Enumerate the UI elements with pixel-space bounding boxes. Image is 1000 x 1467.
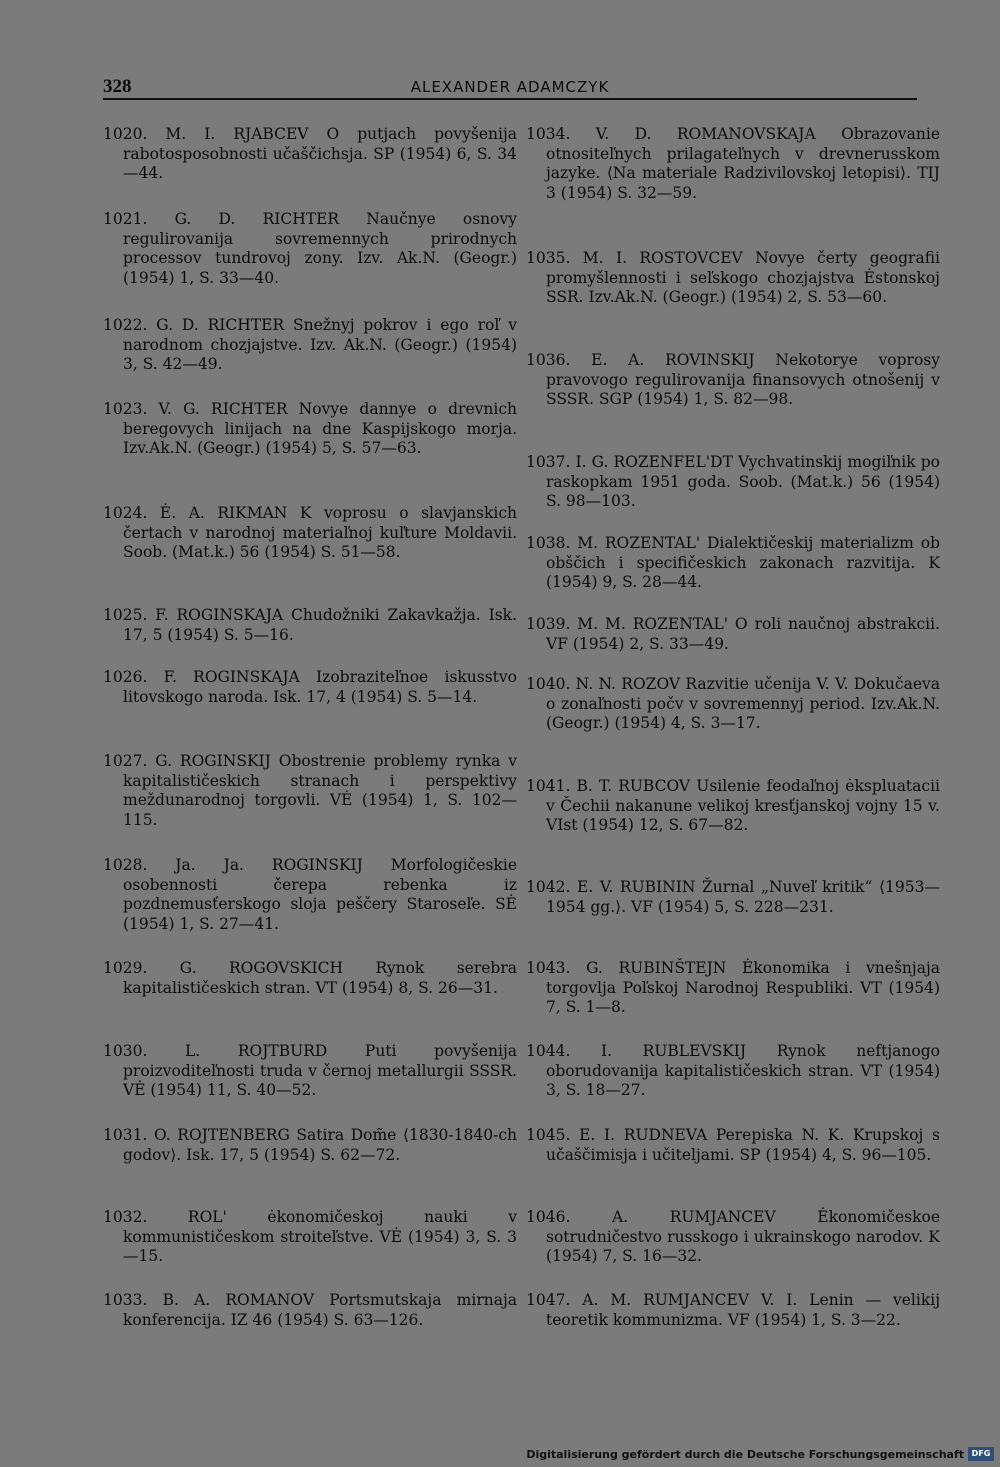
bibliography-entry: 1025. F. ROGINSKAJA Chudožniki Zakavkažja. Isk. 17, 5 (1954) S. 5—16. (103, 606, 517, 644)
bibliography-entry: 1045. E. I. RUDNEVA Perepiska N. K. Krupskoj s učaščimisja i učiteljami. SP (1954) 4, S. 96—105. (526, 1126, 940, 1164)
bibliography-entry: 1022. G. D. RICHTER Snežnyj pokrov i ego roľ v narodnom chozjajstve. Izv. Ak.N. (Geogr.) (1954) 3, S. 42—49. (103, 316, 517, 373)
bibliography-entry: 1020. M. I. RJABCEV O putjach povyšenija rabotosposobnosti učaščichsja. SP (1954) 6, S. 34—44. (103, 125, 517, 182)
bibliography-entry: 1031. O. ROJTENBERG Satira Dom̃e ⟨1830-1840-ch godov⟩. Isk. 17, 5 (1954) S. 62—72. (103, 1126, 517, 1164)
page-header (103, 74, 917, 98)
bibliography-entry: 1029. G. ROGOVSKICH Rynok serebra kapitalističeskich stran. VT (1954) 8, S. 26—31. (103, 959, 517, 997)
bibliography-entry: 1028. Ja. Ja. ROGINSKIJ Morfologičeskie osobennosti čerepa rebenka iz pozdnemusťerskogo sloja peščery Staroseľe. SĖ (1954) 1, S. 27—41. (103, 856, 517, 933)
bibliography-entry: 1021. G. D. RICHTER Naučnye osnovy regulirovanija sovremennych prirodnych processov tundrovoj zony. Izv. Ak.N. (Geogr.) (1954) 1, S. 33—40. (103, 210, 517, 287)
running-title: ALEXANDER ADAMCZYK (410, 78, 610, 96)
bibliography-entry: 1023. V. G. RICHTER Novye dannye o drevnich beregovych linijach na dne Kaspijskogo morja. Izv.Ak.N. (Geogr.) (1954) 5, S. 57—63. (103, 400, 517, 457)
bibliography-entry: 1030. L. ROJTBURD Puti povyšenija proizvoditeľnosti truda v černoj metallurgii SSSR. VĖ (1954) 11, S. 40—52. (103, 1042, 517, 1099)
bibliography-entry: 1026. F. ROGINSKAJA Izobraziteľnoe iskusstvo litovskogo naroda. Isk. 17, 4 (1954) S. 5—14. (103, 668, 517, 706)
bibliography-entry: 1044. I. RUBLEVSKIJ Rynok neftjanogo oborudovanija kapitalističeskich stran. VT (1954) 3, S. 18—27. (526, 1042, 940, 1099)
bibliography-entry: 1027. G. ROGINSKIJ Obostrenie problemy rynka v kapitalističeskich stranach i perspektivy meždunarodnoj torgovli. VĖ (1954) 1, S. 102—115. (103, 752, 517, 829)
bibliography-entry: 1042. E. V. RUBININ Žurnal „Nuveľ kritik“ ⟨1953—1954 gg.⟩. VF (1954) 5, S. 228—231. (526, 878, 940, 916)
bibliography-entry: 1033. B. A. ROMANOV Portsmutskaja mirnaja konferencija. IZ 46 (1954) S. 63—126. (103, 1291, 517, 1329)
bibliography-entry: 1036. E. A. ROVINSKIJ Nekotorye voprosy pravovogo regulirovanija finansovych otnošenij v SSSR. SGP (1954) 1, S. 82—98. (526, 351, 940, 408)
bibliography-entry: 1040. N. N. ROZOV Razvitie učenija V. V. Dokučaeva o zonaľnosti počv v sovremennyj period. Izv.Ak.N. (Geogr.) (1954) 4, S. 3—17. (526, 675, 940, 732)
bibliography-entry: 1043. G. RUBINŠTEJN Ėkonomika i vnešnjaja torgovlja Poľskoj Narodnoj Respubliki. VT (1954) 7, S. 1—8. (526, 959, 940, 1016)
bibliography-entry: 1041. B. T. RUBCOV Usilenie feodaľnoj ėkspluatacii v Čechii nakanune velikoj kresťjanskoj vojny 15 v. VIst (1954) 12, S. 67—82. (526, 777, 940, 834)
footer-text: Digitalisierung gefördert durch die Deutsche Forschungsgemeinschaft (526, 1447, 964, 1461)
bibliography-entry: 1039. M. M. ROZENTAL' O roli naučnoj abstrakcii. VF (1954) 2, S. 33—49. (526, 615, 940, 653)
bibliography-entry: 1038. M. ROZENTAL' Dialektičeskij materializm ob obščich i specifičeskich zakonach razvitija. K (1954) 9, S. 28—44. (526, 534, 940, 591)
bibliography-entry: 1046. A. RUMJANCEV Ėkonomičeskoe sotrudničestvo russkogo i ukrainskogo narodov. K (1954) 7, S. 16—32. (526, 1208, 940, 1265)
bibliography-entry: 1032. ROL' ėkonomičeskoj nauki v kommunističeskom stroiteľstve. VĖ (1954) 3, S. 3—15. (103, 1208, 517, 1265)
bibliography-entry: 1037. I. G. ROZENFEL'DT Vychvatinskij mogiľnik po raskopkam 1951 goda. Soob. (Mat.k.) 56 (1954) S. 98—103. (526, 453, 940, 510)
digitization-footer (526, 1447, 994, 1461)
page-number: 328 (103, 76, 132, 97)
bibliography-entry: 1034. V. D. ROMANOVSKAJA Obrazovanie otnositeľnych prilagateľnych v drevnerusskom jazyke. ⟨Na materiale Radzivilovskoj letopisi⟩. TIJ 3 (1954) S. 32—59. (526, 125, 940, 202)
dfg-logo: DFG (968, 1447, 994, 1461)
bibliography-entry: 1035. M. I. ROSTOVCEV Novye čerty geografii promyšlennosti i seľskogo chozjajstva Ėstonskoj SSR. Izv.Ak.N. (Geogr.) (1954) 2, S. 53—60. (526, 249, 940, 306)
bibliography-entry: 1047. A. M. RUMJANCEV V. I. Lenin — velikij teoretik kommunizma. VF (1954) 1, S. 3—22. (526, 1291, 940, 1329)
header-rule (103, 98, 917, 100)
bibliography-entry: 1024. Ė. A. RIKMAN K voprosu o slavjanskich čertach v narodnoj materiaľnoj kuľture Moldavii. Soob. (Mat.k.) 56 (1954) S. 51—58. (103, 504, 517, 561)
